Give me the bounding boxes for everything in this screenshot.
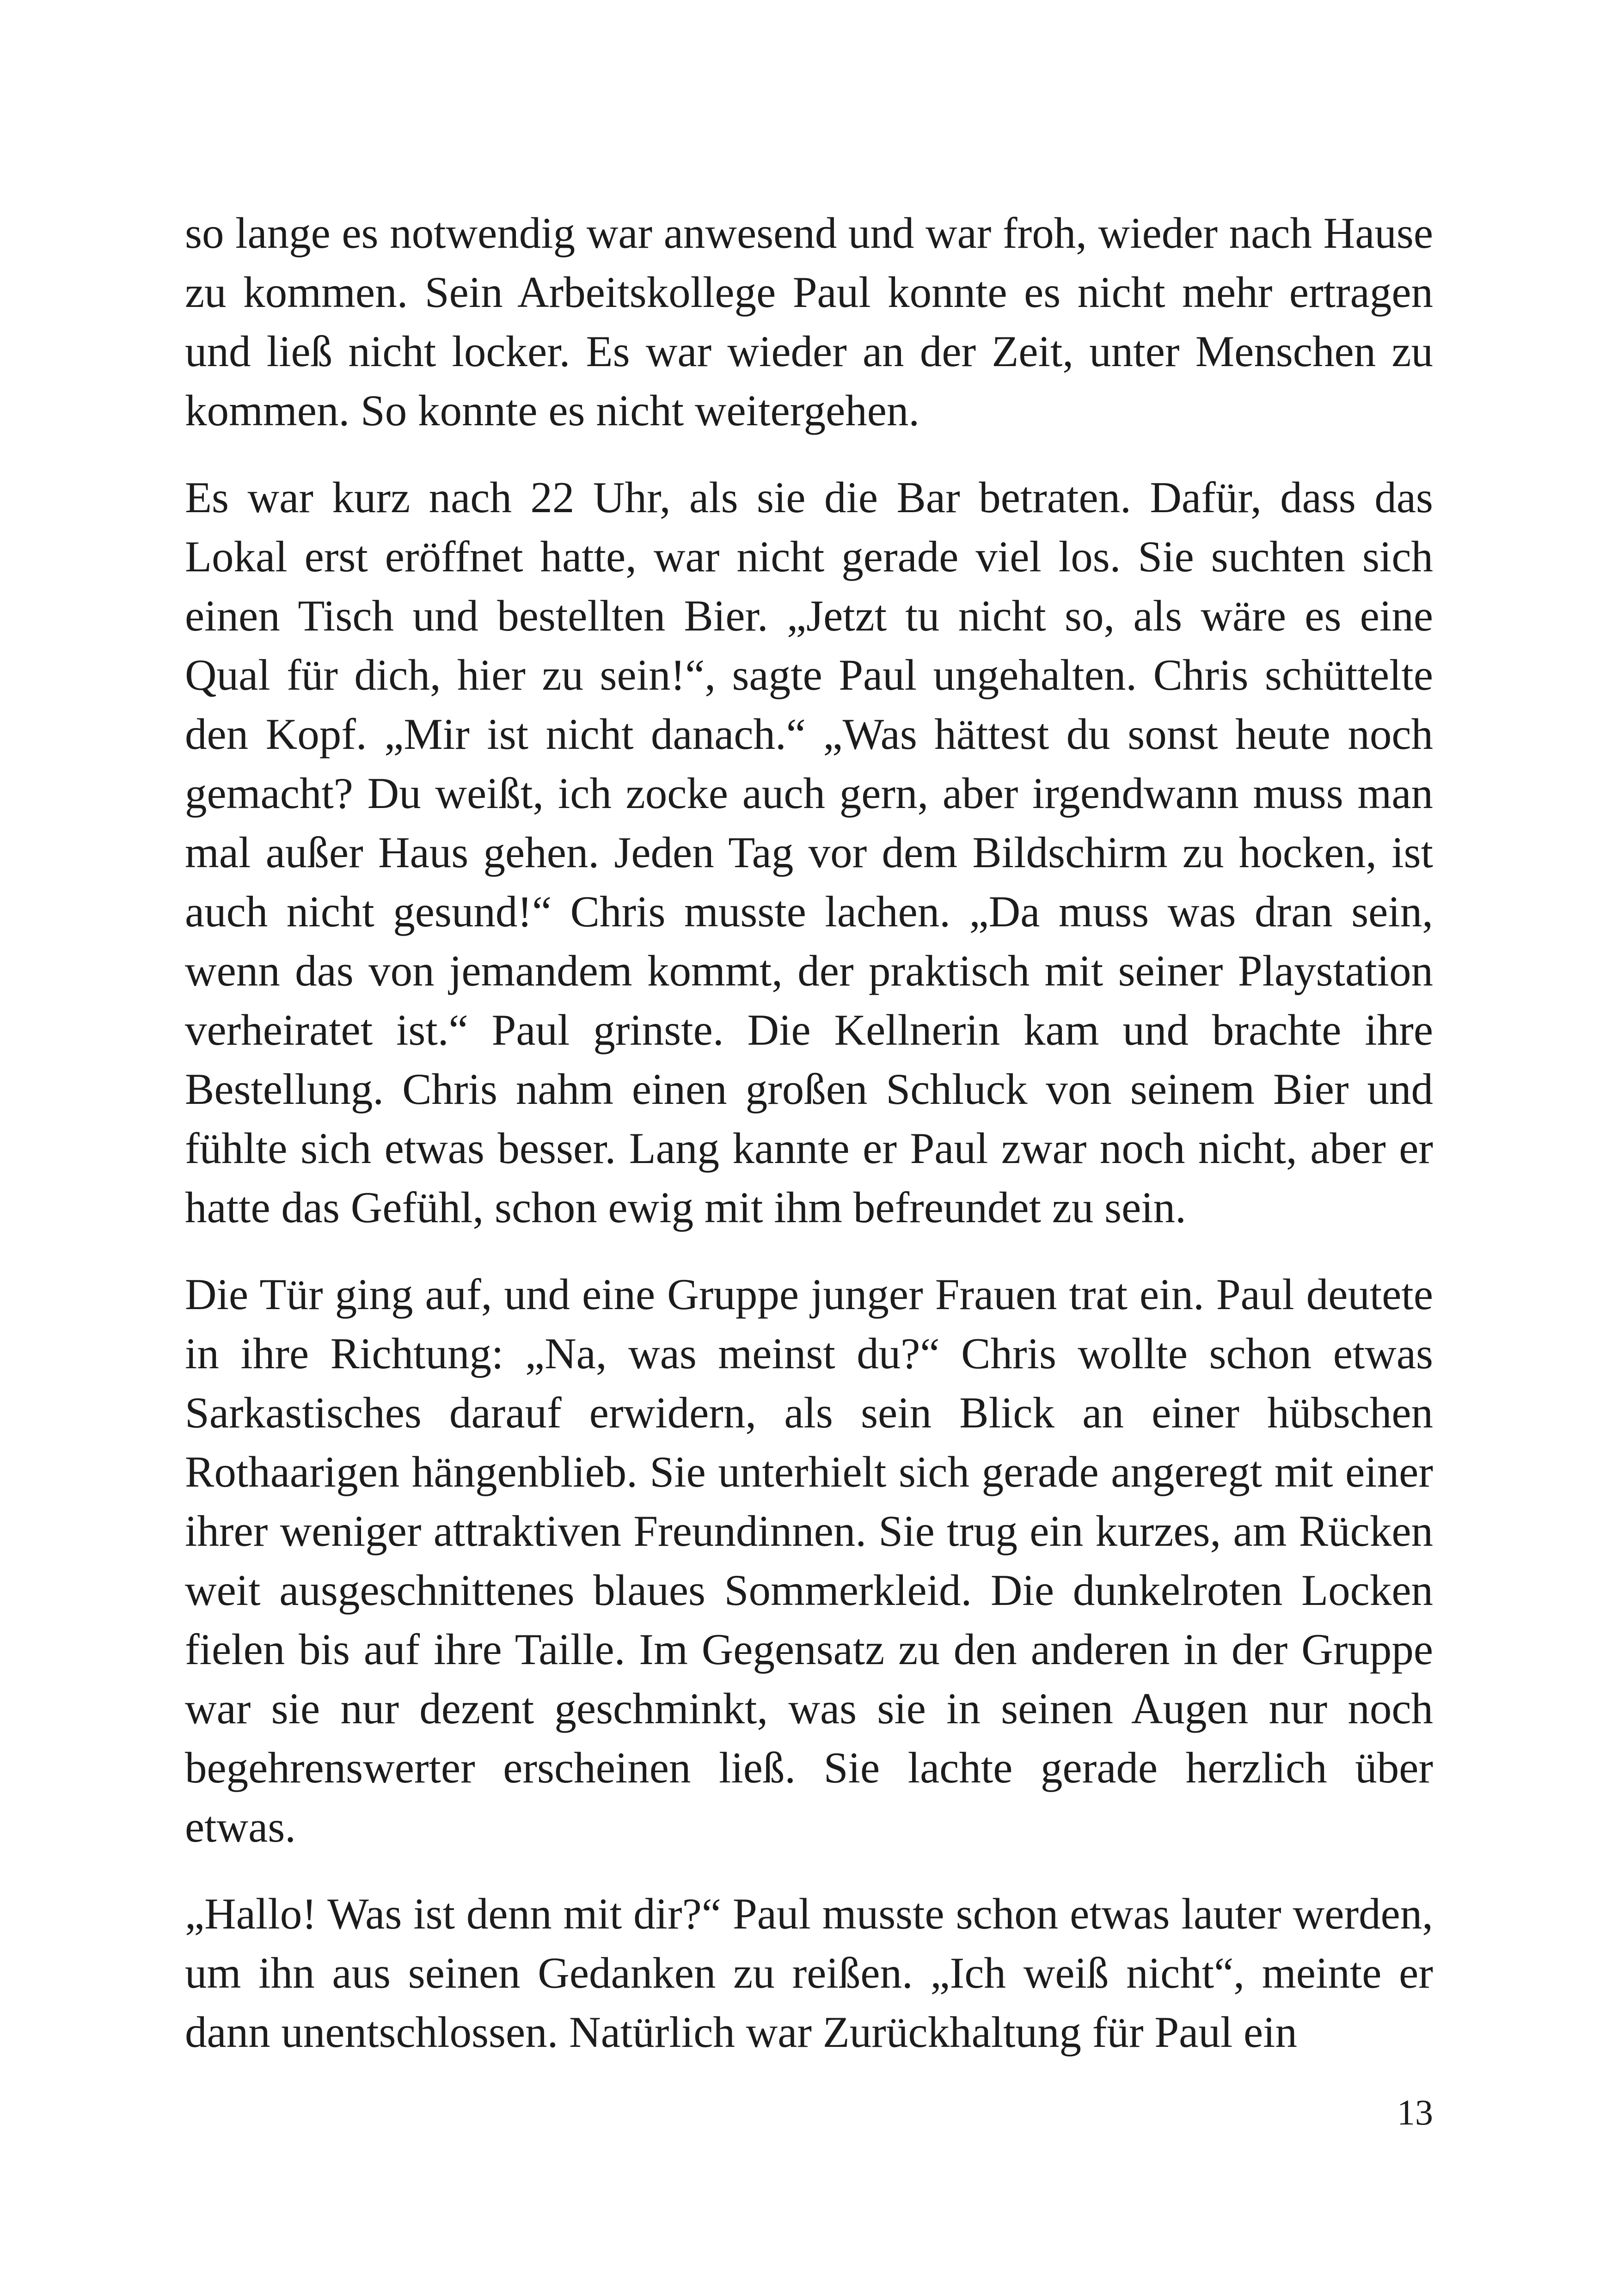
body-text	[185, 203, 1433, 2062]
paragraph-1: so lange es notwendig war anwesend und war froh, wieder nach Hause zu kommen. Sein Arbeitskollege Paul konnte es nicht mehr ertragen und ließ nicht locker. Es war wieder an der Zeit, unter Menschen zu kommen. So konnte es nicht weitergehen.	[185, 208, 1433, 435]
paragraph-3: Die Tür ging auf, und eine Gruppe junger Frauen trat ein. Paul deutete in ihre Richtung: „Na, was meinst du?“ Chris wollte schon etwas Sarkastisches darauf erwidern, als sein Blick an einer hübschen Rothaarigen hängenblieb. Sie unterhielt sich gerade angeregt mit einer ihrer weniger attraktiven Freundinnen. Sie trug ein kurzes, am Rücken weit ausgeschnittenes blaues Sommerkleid. Die dunkelroten Locken fielen bis auf ihre Taille. Im Gegensatz zu den anderen in der Gruppe war sie nur dezent geschminkt, was sie in seinen Augen nur noch begehrenswerter erscheinen ließ. Sie lachte gerade herzlich über etwas.	[185, 1270, 1433, 1851]
paragraph-2: Es war kurz nach 22 Uhr, als sie die Bar betraten. Dafür, dass das Lokal erst eröffnet hatte, war nicht gerade viel los. Sie suchten sich einen Tisch und bestellten Bier. „Jetzt tu nicht so, als wäre es eine Qual für dich, hier zu sein!“, sagte Paul ungehalten. Chris schüttelte den Kopf. „Mir ist nicht danach.“ „Was hättest du sonst heute noch gemacht? Du weißt, ich zocke auch gern, aber irgendwann muss man mal außer Haus gehen. Jeden Tag vor dem Bildschirm zu hocken, ist auch nicht gesund!“ Chris musste lachen. „Da muss was dran sein, wenn das von jemandem kommt, der praktisch mit seiner Playstation verheiratet ist.“ Paul grinste. Die Kellnerin kam und brachte ihre Bestellung. Chris nahm einen großen Schluck von seinem Bier und fühlte sich etwas besser. Lang kannte er Paul zwar noch nicht, aber er hatte das Gefühl, schon ewig mit ihm befreundet zu sein.	[185, 473, 1433, 1232]
page-number: 13	[1397, 2092, 1433, 2132]
paragraph-4: „Hallo! Was ist denn mit dir?“ Paul musste schon etwas lauter werden, um ihn aus seinen Gedanken zu reißen. „Ich weiß nicht“, meinte er dann unentschlossen. Natürlich war Zurückhaltung für Paul ein	[185, 1889, 1433, 2057]
